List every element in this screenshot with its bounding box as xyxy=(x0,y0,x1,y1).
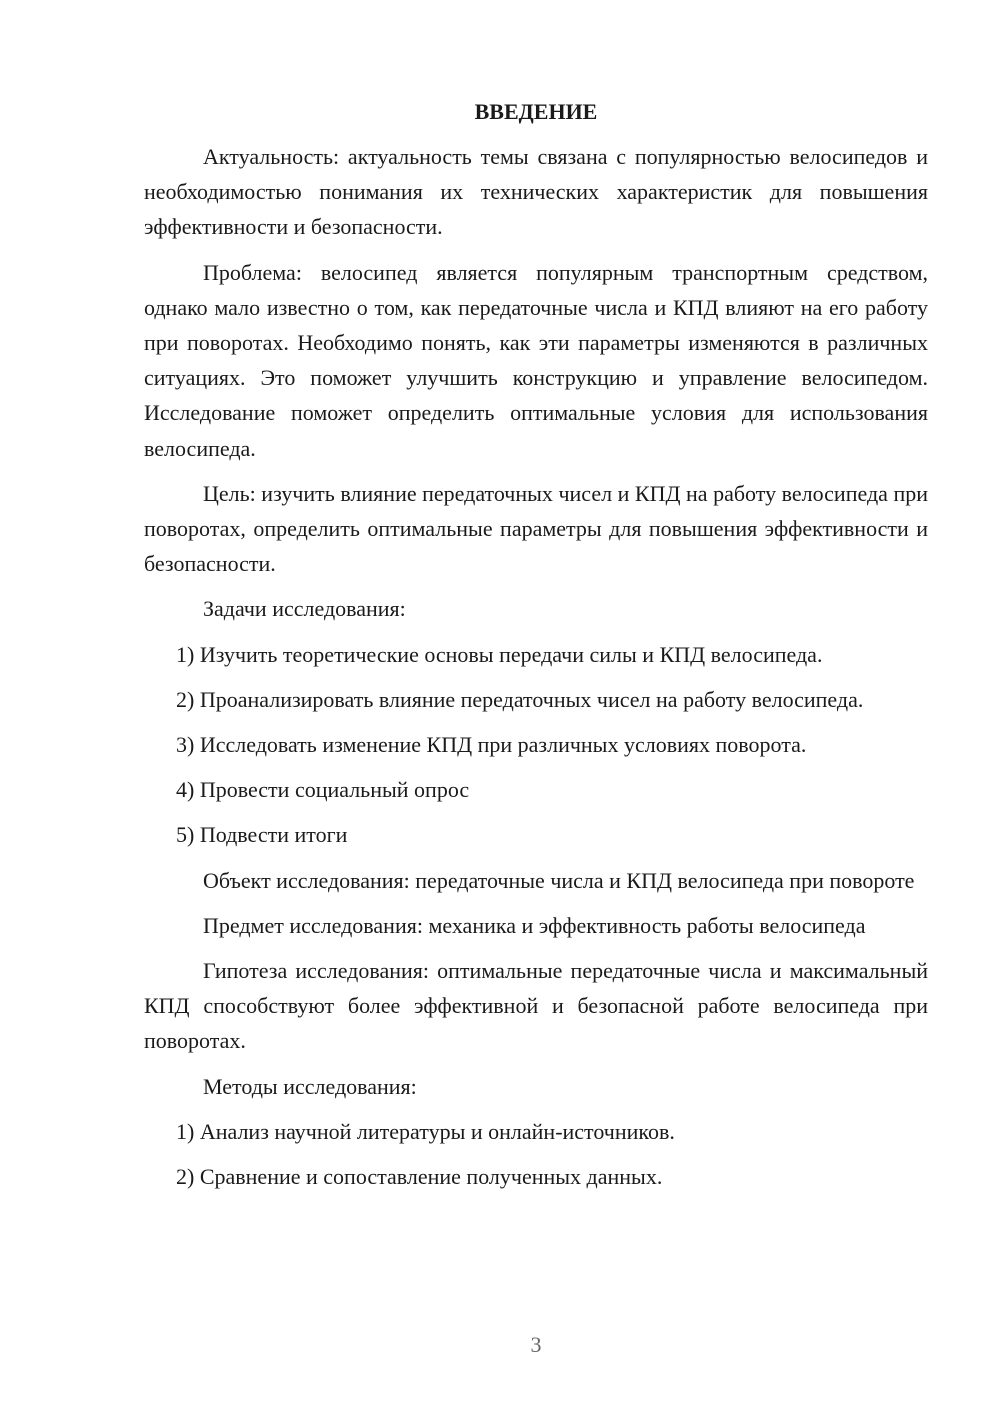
task-item-1: 1) Изучить теоретические основы передачи силы и КПД велосипеда. xyxy=(176,641,823,667)
document-body xyxy=(144,94,928,1204)
task-item-3: 3) Исследовать изменение КПД при различных условиях поворота. xyxy=(176,732,807,758)
task-item-2: 2) Проанализировать влияние передаточных чисел на работу велосипеда. xyxy=(176,686,864,712)
method-item-1: 1) Анализ научной литературы и онлайн-источников. xyxy=(176,1118,675,1144)
tasks-heading: Задачи исследования: xyxy=(203,596,406,622)
paragraph-object: Объект исследования: передаточные числа и КПД велосипеда при повороте xyxy=(203,867,915,893)
paragraph-goal: Цель: изучить влияние передаточных чисел и КПД на работу велосипеда при поворотах, определить оптимальные параметры для повышения эффективности и безопасности. xyxy=(144,480,928,577)
paragraph-subject: Предмет исследования: механика и эффективность работы велосипеда xyxy=(203,912,866,938)
page-title: ВВЕДЕНИЕ xyxy=(474,99,598,124)
task-item-4: 4) Провести социальный опрос xyxy=(176,777,470,803)
task-item-5: 5) Подвести итоги xyxy=(176,822,348,848)
method-item-2: 2) Сравнение и сопоставление полученных данных. xyxy=(176,1164,663,1190)
methods-heading: Методы исследования: xyxy=(203,1073,417,1099)
paragraph-problem: Проблема: велосипед является популярным транспортным средством, однако мало известно о том, как передаточные числа и КПД влияют на его работу при поворотах. Необходимо понять, как эти параметры изменяются в различных ситуациях. Это поможет улучшить конструкцию и управление велосипедом. Исследование поможет определить оптимальные условия для использования велосипеда. xyxy=(144,259,928,461)
paragraph-hypothesis: Гипотеза исследования: оптимальные передаточные числа и максимальный КПД способствуют более эффективной и безопасной работе велосипеда при поворотах. xyxy=(144,958,928,1054)
page-number: 3 xyxy=(530,1332,542,1357)
paragraph-relevance: Актуальность: актуальность темы связана с популярностью велосипедов и необходимостью понимания их технических характеристик для повышения эффективности и безопасности. xyxy=(144,144,928,240)
